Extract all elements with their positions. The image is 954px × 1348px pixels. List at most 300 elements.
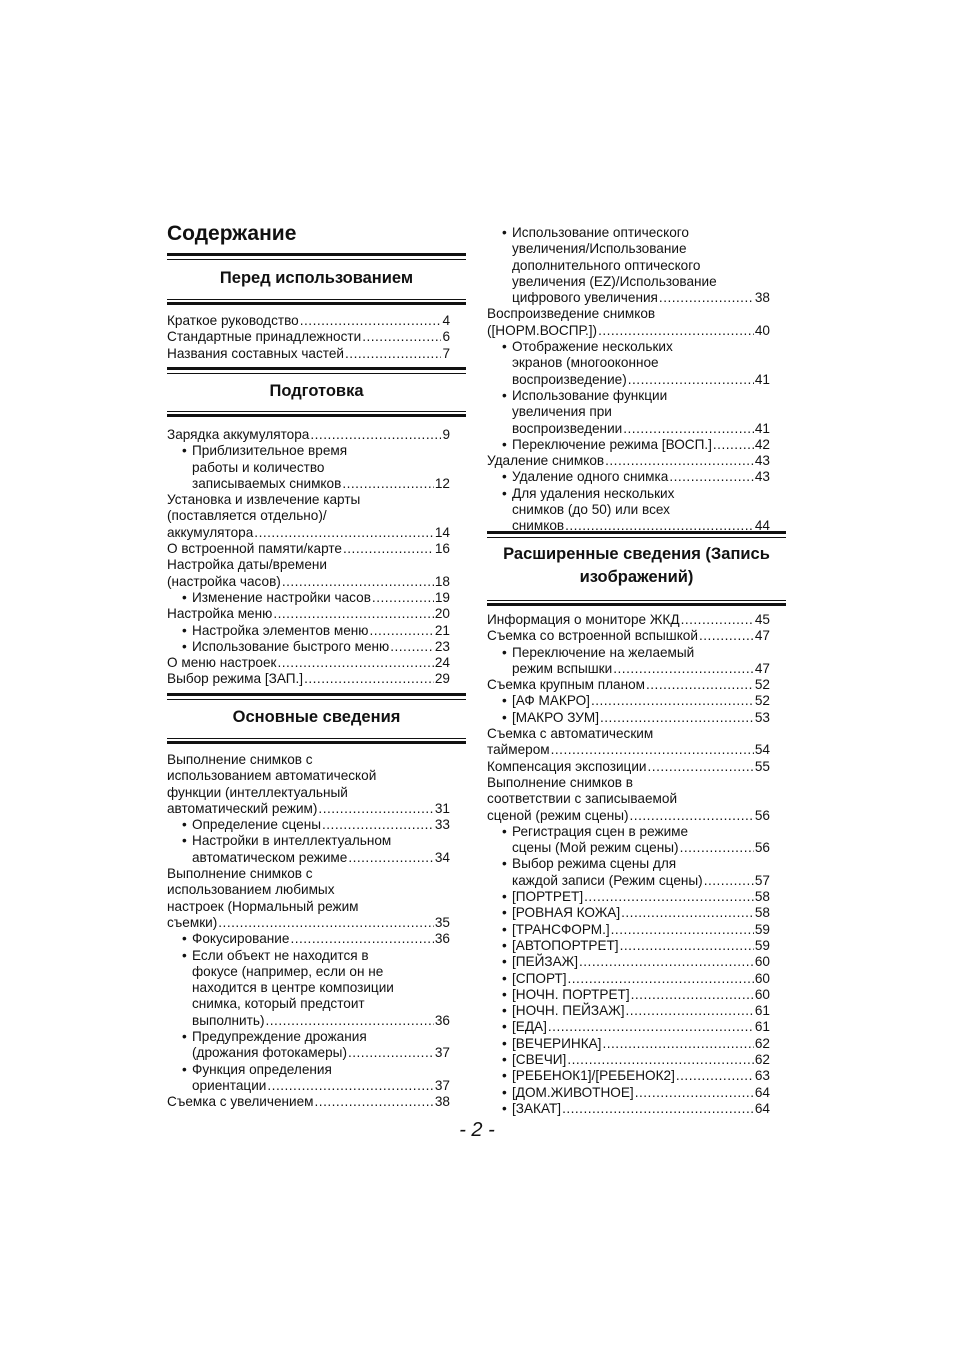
toc-entry <box>167 574 450 590</box>
toc-entry-label: увеличения при <box>512 404 612 420</box>
toc-list-continued <box>487 225 770 535</box>
toc-entry <box>167 623 450 639</box>
toc-entry <box>487 1036 770 1052</box>
toc-entry-page[interactable]: 34 <box>434 849 450 865</box>
toc-entry <box>167 329 450 345</box>
toc-entry-label: использованием любимых <box>167 882 335 898</box>
toc-entry-line <box>167 833 450 849</box>
dot-leader <box>562 1103 754 1117</box>
toc-entry-page[interactable]: 58 <box>754 889 770 905</box>
toc-list-advanced <box>487 612 770 1117</box>
toc-entry-label: Названия составных частей <box>167 345 345 361</box>
dot-leader <box>584 891 754 905</box>
toc-entry-label: Краткое руководство <box>167 313 299 328</box>
toc-list-basics <box>167 752 450 1111</box>
section-title: Перед использованием <box>219 269 414 287</box>
toc-entry <box>487 987 770 1003</box>
toc-entry-page[interactable]: 54 <box>754 742 770 758</box>
toc-entry-page[interactable]: 31 <box>434 800 450 816</box>
toc-entry-label: автоматическом режиме <box>192 849 348 865</box>
toc-entry-line <box>487 274 770 290</box>
toc-entry-label: • [ТРАНСФОРМ.] <box>512 921 610 937</box>
toc-entry-label: Воспроизведение снимков <box>487 306 656 322</box>
toc-entry <box>487 938 770 954</box>
toc-entry-line <box>167 557 450 573</box>
toc-entry-page[interactable]: 16 <box>434 541 450 557</box>
toc-entry <box>487 1052 770 1068</box>
toc-entry-label: сцены (Мой режим сцены) <box>512 840 679 856</box>
toc-entry-label: настроек (Нормальный режим <box>167 898 359 914</box>
toc-entry-label: • [ЗАКАТ] <box>512 1100 562 1116</box>
toc-entry-label: сценой (режим сцены) <box>487 807 629 823</box>
toc-entry <box>487 873 770 889</box>
toc-entry <box>487 954 770 970</box>
toc-entry-label: Выполнение снимков с <box>167 752 313 767</box>
toc-entry-label: Съемка с автоматическим <box>487 726 654 742</box>
toc-entry-label: дополнительного оптического <box>512 257 701 273</box>
toc-entry-page[interactable]: 59 <box>754 937 770 953</box>
dot-leader <box>318 803 433 817</box>
toc-entry <box>487 290 770 306</box>
section-header-basics <box>167 693 466 739</box>
toc-entry-page[interactable]: 52 <box>754 677 770 693</box>
toc-entry-label: Настройка даты/времени <box>167 557 328 573</box>
toc-entry-page[interactable]: 38 <box>754 290 770 306</box>
toc-entry-label: • [СПОРТ] <box>512 970 567 986</box>
toc-entry-label: • [НОЧН. ПЕЙЗАЖ] <box>512 1003 625 1019</box>
toc-entry-line <box>167 443 450 459</box>
toc-entry <box>487 759 770 775</box>
toc-list-before-use <box>167 313 450 362</box>
toc-entry <box>487 1085 770 1101</box>
toc-entry-page[interactable]: 23 <box>434 638 450 654</box>
dot-leader <box>628 374 754 388</box>
toc-entry-label: • [НОЧН. ПОРТРЕТ] <box>512 986 630 1002</box>
toc-entry <box>167 655 450 671</box>
toc-entry-line <box>167 1062 450 1078</box>
toc-entry-label: Съемка со встроенной вспышкой <box>487 628 698 644</box>
toc-entry-page[interactable]: 62 <box>754 1035 770 1051</box>
toc-entry-label: ориентации <box>192 1077 267 1093</box>
toc-entry-label: Съемка с увеличением <box>167 1094 314 1110</box>
toc-entry-line <box>487 355 770 371</box>
toc-entry-line <box>167 752 450 768</box>
toc-entry <box>487 693 770 709</box>
toc-entry-page[interactable]: 60 <box>754 970 770 986</box>
toc-entry-page[interactable]: 21 <box>434 622 450 638</box>
toc-entry-label: Использование оптического <box>512 225 689 240</box>
toc-entry-page[interactable]: 59 <box>754 921 770 937</box>
toc-entry-line <box>167 948 450 964</box>
toc-entry-label: (настройка часов) <box>167 573 281 589</box>
toc-entry <box>167 541 450 557</box>
toc-entry-page[interactable]: 61 <box>754 1003 770 1019</box>
dot-leader <box>602 1038 753 1052</box>
toc-entry-label: • [ЕДА] <box>512 1019 547 1035</box>
toc-entry-label: • Использование быстрого меню <box>192 638 390 654</box>
dot-leader <box>369 625 433 639</box>
toc-entry-page[interactable]: 44 <box>754 518 770 534</box>
toc-entry <box>487 628 770 644</box>
toc-entry-line <box>167 899 450 915</box>
toc-entry <box>167 427 450 443</box>
dot-leader <box>267 1080 433 1094</box>
toc-entry-label: Удаление снимков <box>487 453 605 469</box>
toc-entry-page[interactable]: 53 <box>754 709 770 725</box>
toc-entry-label: (дрожания фотокамеры) <box>192 1045 347 1061</box>
section-title-line-2: изображений) <box>579 568 694 586</box>
section-header-advanced <box>487 531 786 601</box>
toc-entry-label: цифрового увеличения <box>512 290 658 306</box>
toc-entry <box>487 971 770 987</box>
toc-entry-label: • [РОВНАЯ КОЖА] <box>512 905 621 921</box>
toc-entry <box>167 1094 450 1110</box>
dot-leader <box>265 1015 433 1029</box>
toc-entry-line <box>167 980 450 996</box>
toc-entry <box>167 525 450 541</box>
dot-leader <box>611 924 754 938</box>
toc-entry-label: функции (интеллектуальный <box>167 784 348 800</box>
toc-entry-page[interactable]: 58 <box>754 905 770 921</box>
toc-entry-label: соответствии с записываемой <box>487 791 678 807</box>
toc-entry-page[interactable]: 12 <box>434 475 450 491</box>
toc-entry-page[interactable]: 63 <box>754 1068 770 1084</box>
toc-entry-label: • [МАКРО ЗУМ] <box>512 709 599 725</box>
toc-entry-label: Переключение на желаемый <box>512 644 695 660</box>
dot-leader <box>277 657 433 671</box>
toc-entry-line <box>167 866 450 882</box>
dot-leader <box>646 679 754 693</box>
toc-entry <box>167 915 450 931</box>
toc-entry-page[interactable]: 47 <box>754 660 770 676</box>
toc-entry <box>487 742 770 758</box>
toc-entry-label: снимка, который предстоит <box>192 996 365 1012</box>
dot-leader <box>362 332 441 346</box>
toc-entry <box>167 1013 450 1029</box>
toc-entry-label: Отображение нескольких <box>512 339 673 355</box>
dot-leader <box>282 576 434 590</box>
toc-entry-line <box>487 339 770 355</box>
toc-entry-label: Приблизительное время <box>192 443 348 459</box>
dot-leader <box>300 315 442 329</box>
dot-leader <box>322 819 434 833</box>
dot-leader <box>669 472 754 486</box>
toc-entry-page[interactable]: 47 <box>754 628 770 644</box>
toc-entry-label: Выполнение снимков с <box>167 866 313 882</box>
toc-entry-line <box>487 486 770 502</box>
toc-entry-label: • [ПОРТРЕТ] <box>512 889 584 905</box>
toc-entry <box>167 671 450 687</box>
toc-entry-page[interactable]: 64 <box>754 1084 770 1100</box>
dot-leader <box>704 875 754 889</box>
toc-entry-page[interactable]: 14 <box>434 524 450 540</box>
toc-entry <box>487 905 770 921</box>
toc-entry-page[interactable]: 56 <box>754 840 770 856</box>
toc-entry-label: • Определение сцены <box>192 817 321 833</box>
toc-entry-label: режим вспышки <box>512 660 613 676</box>
toc-entry-label: съемки) <box>167 914 218 930</box>
toc-entry-page[interactable]: 20 <box>434 606 450 622</box>
toc-entry-label: Выполнение снимков в <box>487 774 634 790</box>
toc-entry-page[interactable]: 7 <box>442 345 450 361</box>
dot-leader <box>372 592 434 606</box>
toc-entry-page[interactable]: 41 <box>754 371 770 387</box>
toc-entry-page[interactable]: 6 <box>442 329 450 345</box>
toc-entry-page[interactable]: 42 <box>754 436 770 452</box>
dot-leader <box>304 674 434 688</box>
section-title: Основные сведения <box>232 708 401 726</box>
toc-entry-page[interactable]: 4 <box>442 313 450 328</box>
dot-leader <box>579 957 754 971</box>
dot-leader <box>343 543 434 557</box>
toc-entry-label: ([НОРМ.ВОСПР.]) <box>487 322 598 338</box>
toc-entry <box>487 453 770 469</box>
toc-entry-page[interactable]: 36 <box>434 931 450 947</box>
toc-entry-line <box>487 388 770 404</box>
toc-entry-label: снимков <box>512 518 565 534</box>
dot-leader <box>591 696 754 710</box>
toc-entry <box>487 612 770 628</box>
toc-entry-page[interactable]: 36 <box>434 1012 450 1028</box>
section-header-preparation <box>167 367 466 412</box>
toc-entry <box>167 590 450 606</box>
toc-entry-label: выполнить) <box>192 1012 265 1028</box>
toc-entry-label: • [ДОМ.ЖИВОТНОЕ] <box>512 1084 634 1100</box>
toc-entry-label: воспроизведение) <box>512 371 627 387</box>
toc-entry-label: Регистрация сцен в режиме <box>512 823 689 839</box>
toc-entry-line <box>487 856 770 872</box>
dot-leader <box>648 761 754 775</box>
toc-entry-label: аккумулятора <box>167 524 254 540</box>
toc-entry-page[interactable]: 43 <box>754 453 770 469</box>
toc-entry-line <box>167 492 450 508</box>
toc-entry-label: фокусе (например, если он не <box>192 963 384 979</box>
toc-entry-label: записываемых снимков <box>192 475 342 491</box>
toc-entry-page[interactable]: 64 <box>754 1100 770 1116</box>
dot-leader <box>680 842 754 856</box>
toc-entry-label: (поставляется отдельно)/ <box>167 508 327 524</box>
dot-leader <box>567 1054 754 1068</box>
toc-entry <box>167 931 450 947</box>
toc-entry-line <box>167 768 450 784</box>
toc-entry-page[interactable]: 55 <box>754 758 770 774</box>
toc-entry <box>487 1101 770 1117</box>
toc-entry-label: снимков (до 50) или всех <box>512 502 670 518</box>
toc-entry-label: • Удаление одного снимка <box>512 469 669 485</box>
dot-leader <box>348 1048 434 1062</box>
toc-entry-label: • [РЕБЕНОК1]/[РЕБЕНОК2] <box>512 1068 675 1084</box>
page-number: - 2 - <box>459 1119 495 1141</box>
dot-leader <box>635 1087 754 1101</box>
toc-entry <box>167 346 450 362</box>
toc-entry-label: Зарядка аккумулятора <box>167 427 310 442</box>
toc-entry-page[interactable]: 33 <box>434 817 450 833</box>
section-header-before-use <box>167 253 466 300</box>
dot-leader <box>623 423 754 437</box>
dot-leader <box>713 439 754 453</box>
toc-entry <box>487 1019 770 1035</box>
dot-leader <box>600 712 754 726</box>
toc-entry-page[interactable]: 61 <box>754 1019 770 1035</box>
toc-entry-page[interactable]: 37 <box>434 1045 450 1061</box>
toc-entry-line <box>487 791 770 807</box>
toc-entry-label: Информация о мониторе ЖКД <box>487 612 680 627</box>
toc-entry <box>167 817 450 833</box>
toc-entry-label: • [ВЕЧЕРИНКА] <box>512 1035 602 1051</box>
toc-entry-line <box>487 726 770 742</box>
toc-entry-page[interactable]: 38 <box>434 1094 450 1110</box>
dot-leader <box>676 1071 754 1085</box>
toc-entry-line <box>167 964 450 980</box>
toc-entry-label: • Фокусирование <box>192 931 290 947</box>
toc-entry-label: • [АФ МАКРО] <box>512 693 590 709</box>
dot-leader <box>290 934 433 948</box>
toc-entry <box>167 1045 450 1061</box>
toc-entry-line <box>167 882 450 898</box>
toc-list-preparation <box>167 427 450 688</box>
toc-entry <box>487 840 770 856</box>
toc-entry-page[interactable]: 60 <box>754 986 770 1002</box>
dot-leader <box>630 810 754 824</box>
toc-entry-label: экранов (многооконное <box>512 355 659 371</box>
dot-leader <box>626 1005 754 1019</box>
dot-leader <box>218 917 434 931</box>
toc-entry-label: Съемка крупным планом <box>487 677 645 693</box>
dot-leader <box>390 641 434 655</box>
toc-entry-line <box>167 1029 450 1045</box>
toc-entry-label: автоматический режим) <box>167 800 318 816</box>
toc-entry-page[interactable]: 18 <box>434 573 450 589</box>
toc-entry <box>167 639 450 655</box>
toc-entry <box>167 313 450 329</box>
toc-entry-label: Компенсация экспозиции <box>487 758 647 774</box>
toc-entry-page[interactable]: 37 <box>434 1077 450 1093</box>
toc-entry-label: Установка и извлечение карты <box>167 492 361 508</box>
toc-entry <box>487 1068 770 1084</box>
toc-entry-label: Функция определения <box>192 1061 332 1077</box>
toc-entry-page[interactable]: 43 <box>754 469 770 485</box>
toc-entry <box>487 922 770 938</box>
toc-entry <box>487 889 770 905</box>
toc-entry-line <box>167 508 450 524</box>
toc-entry <box>487 1003 770 1019</box>
toc-entry-page[interactable]: 52 <box>754 693 770 709</box>
dot-leader <box>315 1097 434 1111</box>
dot-leader <box>342 478 434 492</box>
dot-leader <box>254 527 434 541</box>
dot-leader <box>548 1022 754 1036</box>
toc-entry-line <box>487 502 770 518</box>
dot-leader <box>699 631 754 645</box>
toc-entry-page[interactable]: 62 <box>754 1052 770 1068</box>
toc-entry-page[interactable]: 60 <box>754 954 770 970</box>
toc-entry-label: • Переключение режима [ВОСП.] <box>512 436 712 452</box>
toc-entry-label: увеличения/Использование <box>512 241 687 257</box>
toc-entry-page[interactable]: 45 <box>754 612 770 627</box>
toc-entry <box>487 323 770 339</box>
dot-leader <box>310 429 441 443</box>
dot-leader <box>621 908 754 922</box>
toc-entry-page[interactable]: 19 <box>434 589 450 605</box>
toc-entry-label: О меню настроек <box>167 655 277 671</box>
toc-entry <box>487 372 770 388</box>
toc-entry <box>487 421 770 437</box>
page-title: Содержание <box>167 222 297 245</box>
dot-leader <box>681 614 754 628</box>
toc-entry-label: увеличения (EZ)/Использование <box>512 273 717 289</box>
toc-entry-label: находится в центре композиции <box>192 980 394 996</box>
toc-entry-page[interactable]: 40 <box>754 322 770 338</box>
toc-entry-label: • Настройка элементов меню <box>192 622 369 638</box>
toc-entry-line <box>487 824 770 840</box>
dot-leader <box>273 609 434 623</box>
toc-entry-page[interactable]: 56 <box>754 807 770 823</box>
dot-leader <box>567 973 753 987</box>
toc-entry-line <box>487 775 770 791</box>
toc-entry-label: • Изменение настройки часов <box>192 589 371 605</box>
dot-leader <box>605 455 754 469</box>
toc-entry-label: Использование функции <box>512 387 668 403</box>
toc-entry <box>487 677 770 693</box>
toc-entry-page[interactable]: 57 <box>754 872 770 888</box>
dot-leader <box>620 940 754 954</box>
toc-entry-line <box>167 785 450 801</box>
toc-entry-page[interactable]: 24 <box>434 655 450 671</box>
toc-entry-label: Выбор режима [ЗАП.] <box>167 671 304 687</box>
toc-entry <box>487 469 770 485</box>
toc-entry-label: Стандартные принадлежности <box>167 329 362 345</box>
toc-entry-label: воспроизведении <box>512 420 623 436</box>
dot-leader <box>348 852 434 866</box>
toc-entry-line <box>487 241 770 257</box>
toc-entry-label: • [АВТОПОРТРЕТ] <box>512 937 619 953</box>
toc-entry-line <box>487 258 770 274</box>
toc-entry <box>487 710 770 726</box>
toc-entry-label: • [СВЕЧИ] <box>512 1052 567 1068</box>
toc-entry-label: О встроенной памяти/карте <box>167 541 342 557</box>
toc-entry-line <box>487 306 770 322</box>
toc-entry <box>487 808 770 824</box>
toc-entry-label: Выбор режима сцены для <box>512 856 677 872</box>
toc-entry-label: • [ПЕЙЗАЖ] <box>512 954 578 970</box>
toc-entry-label: таймером <box>487 742 550 758</box>
toc-entry-page[interactable]: 29 <box>434 671 450 687</box>
toc-entry-page[interactable]: 35 <box>434 914 450 930</box>
dot-leader <box>598 325 754 339</box>
toc-entry-label: Для удаления нескольких <box>512 485 675 501</box>
toc-entry <box>167 850 450 866</box>
toc-entry-line <box>167 996 450 1012</box>
toc-entry <box>487 661 770 677</box>
toc-entry-label: Настройка меню <box>167 606 273 622</box>
toc-entry-line <box>487 645 770 661</box>
toc-entry <box>167 801 450 817</box>
section-title: Подготовка <box>269 382 364 400</box>
dot-leader <box>613 663 754 677</box>
dot-leader <box>631 989 754 1003</box>
toc-entry-label: использованием автоматической <box>167 768 377 784</box>
toc-entry-label: каждой записи (Режим сцены) <box>512 872 703 888</box>
toc-entry-label: Если объект не находится в <box>192 947 369 963</box>
toc-entry-line <box>487 225 770 241</box>
dot-leader <box>659 292 754 306</box>
toc-entry-page[interactable]: 9 <box>442 427 450 442</box>
toc-entry-page[interactable]: 41 <box>754 420 770 436</box>
toc-entry-line <box>487 404 770 420</box>
toc-entry <box>167 1078 450 1094</box>
toc-entry-label: Настройки в интеллектуальном <box>192 833 392 849</box>
toc-entry-label: работы и количество <box>192 459 325 475</box>
